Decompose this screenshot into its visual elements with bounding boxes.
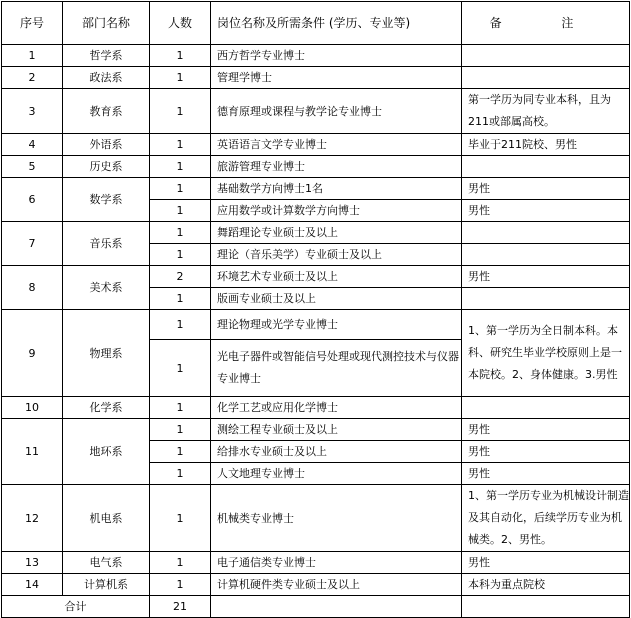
row-no: 14 [2, 574, 63, 596]
table-row [2, 134, 630, 156]
row-position: 人文地理专业博士 [211, 463, 462, 485]
row-position: 旅游管理专业博士 [211, 156, 462, 178]
row-no: 4 [2, 134, 63, 156]
row-count: 1 [150, 441, 211, 463]
row-position: 环境艺术专业硕士及以上 [211, 266, 462, 288]
header-position: 岗位名称及所需条件 (学历、专业等) [211, 2, 462, 45]
row-no: 1 [2, 45, 63, 67]
row-dept: 外语系 [63, 134, 150, 156]
total-row [2, 596, 630, 618]
row-note [462, 156, 630, 178]
row-note: 男性 [462, 200, 630, 222]
table-row [2, 419, 630, 441]
row-dept: 机电系 [63, 485, 150, 552]
row-note: 第一学历为同专业本科，且为211或部属高校。 [462, 89, 630, 134]
table-row [2, 266, 630, 288]
total-note-empty [462, 596, 630, 618]
row-no: 13 [2, 552, 63, 574]
row-no: 8 [2, 266, 63, 310]
row-note [462, 288, 630, 310]
row-dept: 教育系 [63, 89, 150, 134]
table-row [2, 45, 630, 67]
row-position: 德育原理或课程与教学论专业博士 [211, 89, 462, 134]
row-note [462, 45, 630, 67]
row-count: 1 [150, 134, 211, 156]
row-count: 1 [150, 340, 211, 397]
row-count: 1 [150, 222, 211, 244]
row-note: 男性 [462, 463, 630, 485]
row-note: 毕业于211院校、男性 [462, 134, 630, 156]
row-count: 1 [150, 288, 211, 310]
row-dept: 政法系 [63, 67, 150, 89]
row-dept: 地环系 [63, 419, 150, 485]
row-count: 1 [150, 552, 211, 574]
row-position: 化学工艺或应用化学博士 [211, 397, 462, 419]
row-note [462, 244, 630, 266]
table-row [2, 222, 630, 244]
row-position: 给排水专业硕士及以上 [211, 441, 462, 463]
row-position: 理论（音乐美学）专业硕士及以上 [211, 244, 462, 266]
row-no: 3 [2, 89, 63, 134]
row-note: 男性 [462, 178, 630, 200]
row-note: 男性 [462, 266, 630, 288]
header-count: 人数 [150, 2, 211, 45]
header-row [2, 2, 630, 45]
row-count: 1 [150, 397, 211, 419]
row-count: 1 [150, 310, 211, 340]
row-note [462, 222, 630, 244]
row-no: 7 [2, 222, 63, 266]
row-no: 9 [2, 310, 63, 397]
row-count: 1 [150, 45, 211, 67]
row-dept: 物理系 [63, 310, 150, 397]
table-row [2, 310, 630, 340]
row-count: 1 [150, 463, 211, 485]
row-dept: 电气系 [63, 552, 150, 574]
recruitment-table [1, 1, 630, 618]
row-position: 理论物理或光学专业博士 [211, 310, 462, 340]
row-position: 测绘工程专业硕士及以上 [211, 419, 462, 441]
row-count: 1 [150, 200, 211, 222]
row-no: 2 [2, 67, 63, 89]
row-dept: 计算机系 [63, 574, 150, 596]
row-position: 应用数学或计算数学方向博士 [211, 200, 462, 222]
row-position: 版画专业硕士及以上 [211, 288, 462, 310]
row-note: 男性 [462, 552, 630, 574]
total-label: 合计 [2, 596, 150, 618]
row-position: 电子通信类专业博士 [211, 552, 462, 574]
row-note: 男性 [462, 419, 630, 441]
table-row [2, 67, 630, 89]
row-note: 1、第一学历为全日制本科。本科、研究生毕业学校原则上是一本院校。2、身体健康。3.男性 [462, 310, 630, 397]
row-note: 1、第一学历专业为机械设计制造及其自动化，后续学历专业为机械类。2、男性。 [462, 485, 630, 552]
table-row [2, 397, 630, 419]
row-note [462, 397, 630, 419]
row-position: 舞蹈理论专业硕士及以上 [211, 222, 462, 244]
row-count: 1 [150, 67, 211, 89]
row-no: 11 [2, 419, 63, 485]
row-dept: 数学系 [63, 178, 150, 222]
row-count: 1 [150, 244, 211, 266]
row-note: 本科为重点院校 [462, 574, 630, 596]
total-position-empty [211, 596, 462, 618]
row-dept: 哲学系 [63, 45, 150, 67]
row-note: 男性 [462, 441, 630, 463]
header-dept: 部门名称 [63, 2, 150, 45]
row-dept: 化学系 [63, 397, 150, 419]
row-position: 西方哲学专业博士 [211, 45, 462, 67]
row-dept: 历史系 [63, 156, 150, 178]
row-dept: 美术系 [63, 266, 150, 310]
row-note [462, 67, 630, 89]
row-position: 计算机硬件类专业硕士及以上 [211, 574, 462, 596]
table-row [2, 574, 630, 596]
row-position: 英语语言文学专业博士 [211, 134, 462, 156]
row-position: 管理学博士 [211, 67, 462, 89]
header-no: 序号 [2, 2, 63, 45]
row-count: 1 [150, 89, 211, 134]
row-position: 机械类专业博士 [211, 485, 462, 552]
row-position: 基础数学方向博士1名 [211, 178, 462, 200]
table-row [2, 89, 630, 134]
total-count: 21 [150, 596, 211, 618]
table-row [2, 178, 630, 200]
row-count: 1 [150, 419, 211, 441]
table-row [2, 552, 630, 574]
row-count: 2 [150, 266, 211, 288]
row-no: 10 [2, 397, 63, 419]
row-no: 6 [2, 178, 63, 222]
row-position: 光电子器件或智能信号处理或现代测控技术与仪器专业博士 [211, 340, 462, 397]
row-no: 5 [2, 156, 63, 178]
row-count: 1 [150, 485, 211, 552]
header-note: 备 注 [462, 2, 630, 45]
table-row [2, 156, 630, 178]
row-count: 1 [150, 156, 211, 178]
row-count: 1 [150, 178, 211, 200]
row-count: 1 [150, 574, 211, 596]
row-no: 12 [2, 485, 63, 552]
table-row [2, 485, 630, 552]
row-dept: 音乐系 [63, 222, 150, 266]
